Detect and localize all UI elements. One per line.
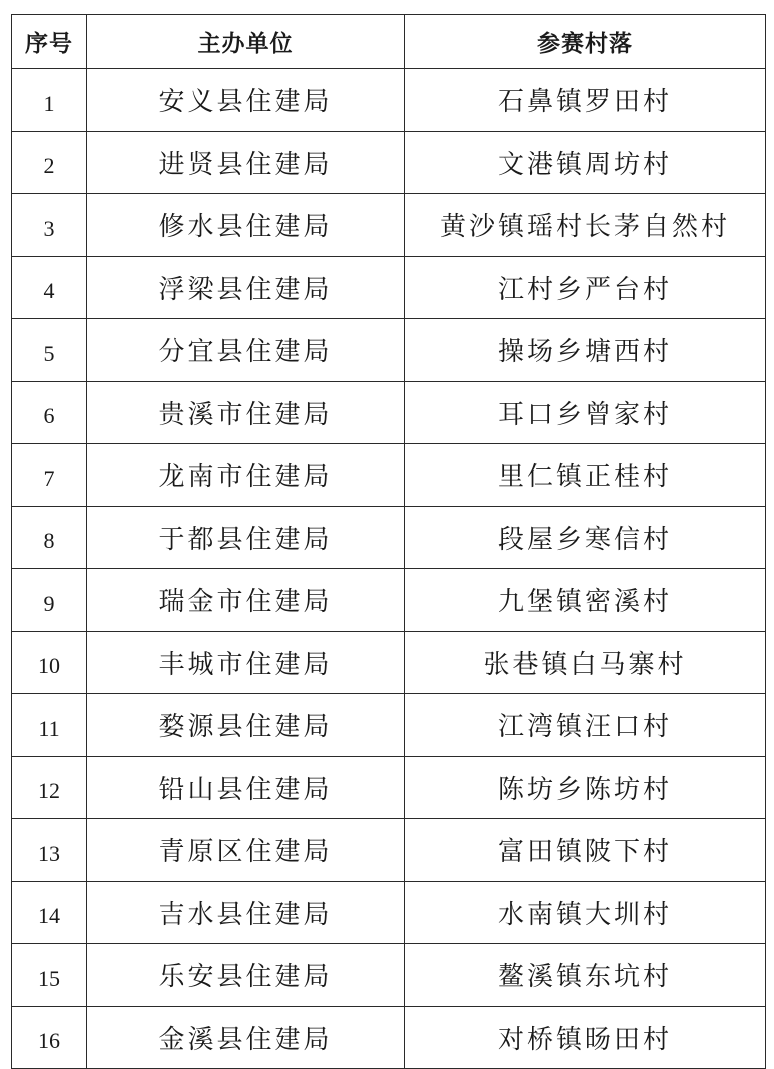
row-index: 13 <box>12 819 87 882</box>
row-village: 张巷镇白马寨村 <box>405 631 766 694</box>
table-row <box>12 256 766 319</box>
row-index: 5 <box>12 319 87 382</box>
row-organizer: 铅山县住建局 <box>87 756 405 819</box>
row-village: 九堡镇密溪村 <box>405 569 766 632</box>
row-organizer: 修水县住建局 <box>87 194 405 257</box>
table-row <box>12 319 766 382</box>
row-index: 14 <box>12 881 87 944</box>
table-row <box>12 944 766 1007</box>
row-village: 鳌溪镇东坑村 <box>405 944 766 1007</box>
row-index: 9 <box>12 569 87 632</box>
row-index: 6 <box>12 381 87 444</box>
table-row <box>12 69 766 132</box>
row-village: 黄沙镇瑶村长茅自然村 <box>405 194 766 257</box>
row-village: 陈坊乡陈坊村 <box>405 756 766 819</box>
row-village: 富田镇陂下村 <box>405 819 766 882</box>
table-row <box>12 194 766 257</box>
row-village: 文港镇周坊村 <box>405 131 766 194</box>
row-index: 8 <box>12 506 87 569</box>
table-row <box>12 881 766 944</box>
header-row <box>12 15 766 69</box>
header-village: 参赛村落 <box>405 15 766 69</box>
row-organizer: 青原区住建局 <box>87 819 405 882</box>
header-index: 序号 <box>12 15 87 69</box>
row-index: 12 <box>12 756 87 819</box>
row-organizer: 于都县住建局 <box>87 506 405 569</box>
row-index: 3 <box>12 194 87 257</box>
table-row <box>12 131 766 194</box>
row-index: 11 <box>12 694 87 757</box>
table-body <box>12 69 766 1069</box>
table-row <box>12 756 766 819</box>
row-organizer: 浮梁县住建局 <box>87 256 405 319</box>
row-village: 段屋乡寒信村 <box>405 506 766 569</box>
row-index: 16 <box>12 1006 87 1069</box>
table-row <box>12 569 766 632</box>
row-index: 10 <box>12 631 87 694</box>
row-organizer: 分宜县住建局 <box>87 319 405 382</box>
row-village: 江村乡严台村 <box>405 256 766 319</box>
table-row <box>12 1006 766 1069</box>
row-organizer: 婺源县住建局 <box>87 694 405 757</box>
row-organizer: 瑞金市住建局 <box>87 569 405 632</box>
row-organizer: 金溪县住建局 <box>87 1006 405 1069</box>
row-organizer: 龙南市住建局 <box>87 444 405 507</box>
table-row <box>12 631 766 694</box>
table-row <box>12 694 766 757</box>
row-village: 里仁镇正桂村 <box>405 444 766 507</box>
table-row <box>12 506 766 569</box>
row-index: 15 <box>12 944 87 1007</box>
header-organizer: 主办单位 <box>87 15 405 69</box>
row-organizer: 丰城市住建局 <box>87 631 405 694</box>
row-village: 水南镇大圳村 <box>405 881 766 944</box>
row-index: 2 <box>12 131 87 194</box>
row-organizer: 吉水县住建局 <box>87 881 405 944</box>
table-row <box>12 381 766 444</box>
row-village: 石鼻镇罗田村 <box>405 69 766 132</box>
row-organizer: 安义县住建局 <box>87 69 405 132</box>
table-row <box>12 444 766 507</box>
row-organizer: 乐安县住建局 <box>87 944 405 1007</box>
village-competition-table <box>11 14 766 1069</box>
table-row <box>12 819 766 882</box>
row-village: 江湾镇汪口村 <box>405 694 766 757</box>
table-header <box>12 15 766 69</box>
row-index: 1 <box>12 69 87 132</box>
row-village: 对桥镇旸田村 <box>405 1006 766 1069</box>
row-index: 4 <box>12 256 87 319</box>
row-index: 7 <box>12 444 87 507</box>
row-organizer: 贵溪市住建局 <box>87 381 405 444</box>
row-village: 耳口乡曾家村 <box>405 381 766 444</box>
row-village: 操场乡塘西村 <box>405 319 766 382</box>
row-organizer: 进贤县住建局 <box>87 131 405 194</box>
